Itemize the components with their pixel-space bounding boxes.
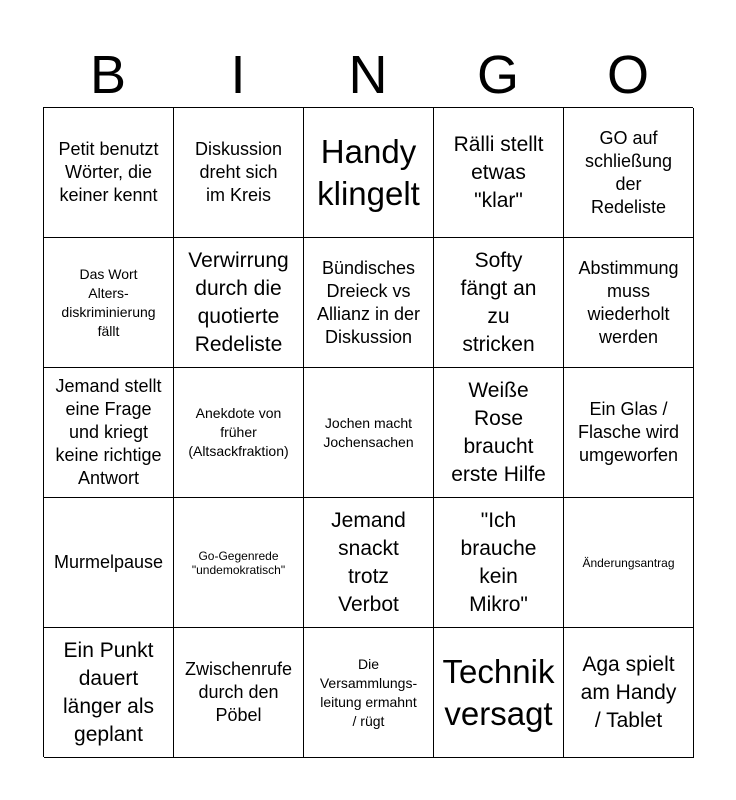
- bingo-cell-text: Aga spielt am Handy / Tablet: [580, 652, 677, 732]
- bingo-cell-r1c1[interactable]: [44, 108, 174, 238]
- bingo-cell-text: Jemand stellt eine Frage und kriegt keine richtige Antwort: [55, 376, 162, 488]
- bingo-cell-text: Jochen macht Jochensachen: [323, 414, 414, 450]
- bingo-cell-r5c2[interactable]: [174, 628, 304, 758]
- bingo-cell-text: Ein Glas / Flasche wird umgeworfen: [577, 399, 680, 465]
- bingo-cell-text: Anekdote von früher (Altsackfraktion): [188, 405, 289, 459]
- title-letter-o: O: [606, 45, 649, 105]
- bingo-cell-text: Verwirrung durch die quotierte Redeliste: [188, 248, 289, 356]
- bingo-cell-text: Bündisches Dreieck vs Allianz in der Diskussion: [316, 257, 421, 347]
- bingo-cell-r4c4[interactable]: [434, 498, 564, 628]
- title-letter-n: N: [348, 45, 388, 105]
- bingo-cell-text: Go-Gegenrede "undemokratisch": [191, 548, 286, 577]
- bingo-cell-text: Softy fängt an zu stricken: [460, 248, 537, 356]
- bingo-cell-r2c2[interactable]: [174, 238, 304, 368]
- bingo-cell-r1c3[interactable]: [304, 108, 434, 238]
- bingo-cell-text: Murmelpause: [53, 552, 164, 572]
- bingo-cell-r2c5[interactable]: [564, 238, 694, 368]
- bingo-cell-text: Die Versammlungs- leitung ermahnt / rügt: [319, 655, 418, 729]
- bingo-cell-text: Jemand snackt trotz Verbot: [331, 508, 406, 616]
- bingo-cell-text: Rälli stellt etwas "klar": [453, 132, 544, 212]
- title-letter-i: I: [230, 45, 246, 105]
- bingo-cell-text: Änderungsantrag: [582, 555, 675, 570]
- bingo-card-grid: [43, 107, 693, 757]
- bingo-cell-r2c1[interactable]: [44, 238, 174, 368]
- bingo-cell-r4c1[interactable]: [44, 498, 174, 628]
- bingo-cell-r4c2[interactable]: [174, 498, 304, 628]
- title-letter-g: G: [476, 45, 519, 105]
- bingo-cell-text: Abstimmung muss wiederholt werden: [578, 257, 679, 347]
- bingo-title: [43, 44, 693, 106]
- bingo-cell-r5c4[interactable]: [434, 628, 564, 758]
- bingo-cell-r1c2[interactable]: [174, 108, 304, 238]
- bingo-cell-text: Zwischenrufe durch den Pöbel: [184, 659, 293, 725]
- bingo-cell-text: Technik versagt: [442, 652, 555, 732]
- bingo-cell-r5c3[interactable]: [304, 628, 434, 758]
- bingo-cell-text: Diskussion dreht sich im Kreis: [194, 139, 283, 205]
- bingo-cell-r5c1[interactable]: [44, 628, 174, 758]
- bingo-cell-text: Weiße Rose braucht erste Hilfe: [451, 378, 546, 486]
- bingo-cell-r3c4[interactable]: [434, 368, 564, 498]
- bingo-cell-r2c4[interactable]: [434, 238, 564, 368]
- bingo-cell-text: GO auf schließung der Redeliste: [584, 127, 673, 217]
- bingo-cell-r2c3[interactable]: [304, 238, 434, 368]
- bingo-cell-r3c5[interactable]: [564, 368, 694, 498]
- bingo-cell-r3c2[interactable]: [174, 368, 304, 498]
- bingo-cell-text: Handy klingelt: [317, 132, 420, 212]
- bingo-cell-r4c5[interactable]: [564, 498, 694, 628]
- bingo-cell-r4c3[interactable]: [304, 498, 434, 628]
- bingo-cell-r1c4[interactable]: [434, 108, 564, 238]
- bingo-cell-r3c3[interactable]: [304, 368, 434, 498]
- title-letter-b: B: [89, 45, 127, 105]
- bingo-cell-text: "Ich brauche kein Mikro": [460, 508, 537, 616]
- bingo-cell-r1c5[interactable]: [564, 108, 694, 238]
- bingo-cell-text: Petit benutzt Wörter, die keiner kennt: [58, 139, 159, 205]
- bingo-cell-r5c5[interactable]: [564, 628, 694, 758]
- bingo-cell-r3c1[interactable]: [44, 368, 174, 498]
- bingo-cell-text: Ein Punkt dauert länger als geplant: [62, 638, 155, 746]
- bingo-cell-text: Das Wort Alters- diskriminierung fällt: [61, 265, 156, 339]
